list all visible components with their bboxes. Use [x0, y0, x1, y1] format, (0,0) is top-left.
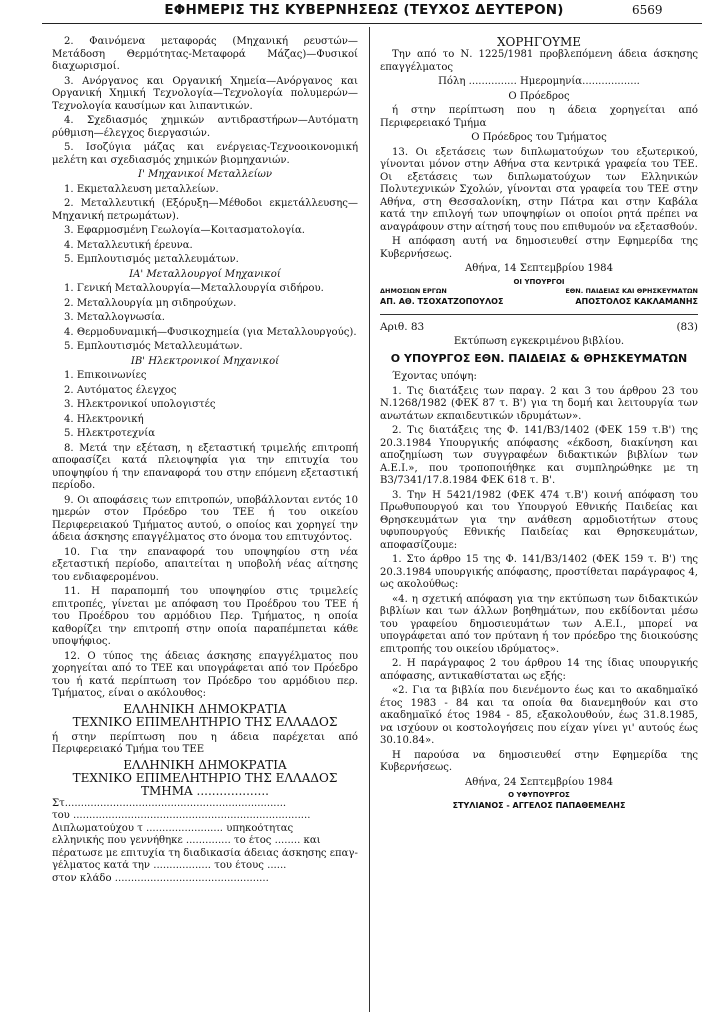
list-item: 4. Μεταλλευτική έρευνα. [64, 239, 193, 251]
article-1-quote: «4. η σχετική απόφαση για την εκτύπωση των διδακτικών βιβλίων και των άλλων βοηθημάτων, που εκδίδονται μέσω του γραφείου δημοσιευμάτων των Α.Ε.Ι., μπορεί να υπογράφεται από τον πρύτανη ή τον πρόεδρο της διοικούσης επιτροπής του οικείου ιδρύματος». [380, 593, 698, 655]
ministers-names [380, 296, 698, 307]
list-item: 5. Ηλεκτροτεχνία [64, 428, 156, 439]
list-item: 1. Γενική Μεταλλουργία—Μεταλλουργία σιδήρου. [64, 283, 324, 294]
minister-heading: Ο ΥΠΟΥΡΓΟΣ ΕΘΝ. ΠΑΙΔΕΙΑΣ & ΘΡΗΣΚΕΥΜΑΤΩΝ [390, 351, 688, 365]
form-heading-chamber-2: ΤΕΧΝΙΚΟ ΕΠΙΜΕΛΗΤΗΡΙΟ ΤΗΣ ΕΛΛΑΔΟΣ [72, 770, 338, 785]
page-header-title: ΕΦΗΜΕΡΙΣ ΤΗΣ ΚΥΒΕΡΝΗΣΕΩΣ (ΤΕΥΧΟΣ ΔΕΥΤΕΡΟΝ) [164, 2, 564, 18]
decision-subject: Εκτύπωση εγκεκριμένου βιβλίου. [453, 336, 625, 347]
list-item: 2. Μεταλλευτική (Εξόρυξη—Μέθοδοι εκμετάλλευσης—Μηχανική πετρωμάτων). [52, 198, 358, 222]
paragraph-8: 8. Μετά την εξέταση, η εξεταστική τριμελής επιτροπή αποφασίζει κατά πλειοψηφία για την επιτυχία του υποψηφίου ή την επαναφορά του στην επόμενη εξεταστική περίοδο. [52, 442, 358, 491]
permit-regional: ή στην περίπτωση που η άδεια χορηγείται από Περιφερειακό Τμήμα [380, 105, 698, 129]
header-rule [42, 23, 702, 24]
date-line: Αθήνα, 14 Σεπτεμβρίου 1984 [464, 263, 614, 274]
list-item: 1. Επικοινωνίες [64, 370, 147, 381]
form-line: πέρατωσε με επιτυχία τη διαδικασία άδειας άσκησης επαγ- [52, 847, 358, 859]
column-divider [369, 27, 370, 1012]
minister-title-left: ΔΗΜΟΣΙΩΝ ΕΡΓΩΝ [380, 286, 447, 295]
article-2-quote: «2. Για τα βιβλία που διενέμοντο έως και το ακαδημαϊκό έτος 1983 - 84 και τα οποία θα διανεμηθούν και στο ακαδημαϊκό έτος 1984 - 85, εξακολουθούν, έως 31.8.1985, να ισχύουν οι κοστολογήσεις που είχαν γίνει γι' αυτούς έως 30.10.84». [380, 685, 698, 746]
publication-order-2: Η παρούσα να δημοσιευθεί στην Εφημερίδα της Κυβερνήσεως. [380, 749, 698, 773]
list-item: 3. Εφαρμοσμένη Γεωλογία—Κοιτασματολογία. [64, 225, 305, 236]
considering-label: Έχοντας υπόψη: [392, 371, 477, 382]
list-item: 2. Αυτόματος έλεγχος [64, 384, 177, 396]
list-item: 5. Ισοζύγια μάζας και ενέργειας-Τεχνοοικονομική μελέτη και σχεδιασμός χημικών βιομηχανιών. [52, 142, 358, 166]
article-2: 2. Η παράγραφος 2 του άρθρου 14 της ίδιας υπουργικής απόφασης, αντικαθίσταται ως εξής: [380, 658, 698, 682]
form-line: Στ..................................................................... [52, 797, 287, 809]
list-item: 4. Ηλεκτρονική [64, 413, 144, 425]
list-item: 5. Εμπλουτισμός Μεταλλευμάτων. [64, 341, 243, 352]
form-heading-department: ΤΜΗΜΑ ................... [141, 783, 269, 798]
form-line: γέλματος κατά την .................. του έτους ...... [52, 860, 287, 871]
paragraph-11: 11. Η παραπομπή του υποψηφίου στις τριμελείς επιτροπές, γίνεται με απόφαση του Προέδρου του ΤΕΕ ή του Προέδρου του αρμόδιου Περ. Τμήματος, η οποία καθορίζει την επιτροπή στην οποία παραπέμπεται κάθε υποψήφιος. [52, 586, 358, 647]
section-divider [380, 314, 698, 315]
decision-number-row [380, 321, 698, 334]
list-item: 4. Θερμοδυναμική—Φυσικοχημεία (για Μεταλλουργούς). [64, 326, 357, 338]
form-heading-republic-2: ΕΛΛΗΝΙΚΗ ΔΗΜΟΚΡΑΤΙΑ [123, 757, 287, 772]
paragraph-12: 12. Ο τύπος της άδειας άσκησης επαγγέλματος που χορηγείται από το ΤΕΕ και υπογράφεται από τον Πρόεδρο του ή κατά περίπτωση τον Πρόεδρο του αρμόδιου περ. Τμήματος, είναι ο ακόλουθος: [52, 650, 358, 699]
grant-heading: ΧΟΡΗΓΟΥΜΕ [496, 35, 582, 49]
permit-city-date: Πόλη ............... Ημερομηνία.................. [438, 76, 640, 87]
clause-1: 1. Τις διατάξεις των παραγ. 2 και 3 του άρθρου 23 του Ν.1268/1982 (ΦΕΚ 87 τ. Β') για τη δομή και λειτουργία των ανωτάτων εκπαιδευτικών ιδρυμάτων». [380, 385, 698, 422]
list-item: 5. Εμπλουτισμός μεταλλευμάτων. [64, 254, 239, 265]
list-item: 3. Ανόργανος και Οργανική Χημεία—Ανόργανος και Οργανική Χημική Τεχνολογία—Τεχνολογία πολυμερών—Τεχνολογία καυσίμων και λιπαντικών. [52, 75, 358, 112]
list-item: 3. Ηλεκτρονικοί υπολογιστές [64, 399, 216, 410]
deputy-minister-name: ΣΤΥΛΙΑΝΟΣ - ΑΓΓΕΛΟΣ ΠΑΠΑΘΕΜΕΛΗΣ [452, 801, 626, 810]
form-line: ελληνικής που γεννήθηκε .............. το έτος ........ και [52, 835, 321, 846]
deputy-minister-label: Ο ΥΦΥΠΟΥΡΓΟΣ [508, 791, 570, 799]
section-heading-electronics: ΙΒ' Ηλεκτρονικοί Μηχανικοί [130, 355, 280, 367]
decision-number: Αριθ. 83 [380, 320, 425, 333]
article-1: 1. Στο άρθρο 15 της Φ. 141/Β3/1402 (ΦΕΚ 159 τ. Β') της 20.3.1984 υπουργικής απόφασης, προστίθεται παράγραφος 4, ως ακολούθως: [380, 554, 698, 590]
date-line-2: Αθήνα, 24 Σεπτεμβρίου 1984 [464, 776, 614, 788]
decision-number-paren: (83) [676, 320, 698, 333]
ministers-titles [380, 287, 698, 296]
section-heading-metallurgy: ΙΑ' Μεταλλουργοί Μηχανικοί [129, 268, 281, 280]
page-number: 6569 [632, 3, 663, 17]
form-line: του .......................................................................... [52, 810, 311, 821]
section-heading-mining: Ι' Μηχανικοί Μεταλλείων [138, 169, 272, 180]
form-line: Διπλωματούχου τ ........................ υπηκοότητας [52, 822, 294, 834]
publication-order: Η απόφαση αυτή να δημοσιευθεί στην Εφημερίδα της Κυβερνήσεως. [380, 236, 698, 260]
minister-name-left: ΑΠ. ΑΘ. ΤΣΟΧΑΤΖΟΠΟΥΛΟΣ [380, 296, 504, 306]
paragraph-9: 9. Οι αποφάσεις των επιτροπών, υποβάλλονται εντός 10 ημερών στον Πρόεδρο του ΤΕΕ ή του οικείου Περιφερειακού Τμήματος αυτού, ο οποίος και χορηγεί την άδεια άσκησης επαγγέλματος στο όνομα του επιτυχόντος. [52, 494, 358, 543]
paragraph-13: 13. Οι εξετάσεις των διπλωματούχων του εξωτερικού, γίνονται μόνον στην Αθήνα στα κεντρικά γραφεία του ΤΕΕ. Οι εξετάσεις των διπλωματούχων των Ελληνικών Πολυτεχνικών Σχολών, γίνονται στα γραφεία του ΤΕΕ στην Αθήνα, στη Θεσσαλονίκη, στην Πάτρα και στην Καβάλα κατά την επιλογή των υποψηφίων οι οποίοι ρητά πρέπει να αναγράφουν στην αίτησή τους που επιθυμούν να εξετασθούν. [380, 146, 698, 233]
president-label: Ο Πρόεδρος [508, 90, 570, 102]
list-item: 1. Εκμεταλλευση μεταλλείων. [64, 183, 219, 195]
left-column [52, 36, 358, 885]
list-item: 2. Φαινόμενα μεταφοράς (Μηχανική ρευστών—Μετάδοση Θερμότητας-Μεταφορά Μάζας)—Φυσικοί διαχωρισμοί. [52, 36, 358, 72]
paragraph-10: 10. Για την επαναφορά του υποψηφίου στη νέα εξεταστική περίοδο, απαιτείται η υποβολή νέας αίτησης του ενδιαφερομένου. [52, 546, 358, 583]
minister-title-right: ΕΘΝ. ΠΑΙΔΕΙΑΣ ΚΑΙ ΘΡΗΣΚΕΥΜΑΤΩΝ [565, 286, 698, 295]
list-item: 4. Σχεδιασμός χημικών αντιδραστήρων—Αυτόματη ρύθμιση—έλεγχος διεργασιών. [52, 115, 358, 139]
list-item: 3. Μεταλλογνωσία. [64, 312, 165, 323]
clause-3: 3. Την Η 5421/1982 (ΦΕΚ 474 τ.Β') κοινή απόφαση του Πρωθυπουργού και του Υπουργού Εθνικής Παιδείας και Θρησκευμάτων για την ανάθεση αρμοδιοτήτων στους υφυπουργούς Εθνικής Παιδείας και Θρησκευμάτων, αποφασίζουμε: [380, 489, 698, 551]
form-heading-chamber: ΤΕΧΝΙΚΟ ΕΠΙΜΕΛΗΤΗΡΙΟ ΤΗΣ ΕΛΛΑΔΟΣ [72, 714, 338, 729]
clause-2: 2. Τις διατάξεις της Φ. 141/Β3/1402 (ΦΕΚ 159 τ.Β') της 20.3.1984 Υπουργικής απόφασης «έκδοση, διακίνηση και αποζημίωση των συγγραφέων διδακτικών βιβλίων των Α.Ε.Ι.», που τροποποιήθηκε και συμπληρώθηκε με τη Β3/7341/17.8.1984 ΦΕΚ 618 τ. Β'. [380, 425, 698, 486]
form-note: ή στην περίπτωση που η άδεια παρέχεται από Περιφερειακό Τμήμα του ΤΕΕ [52, 731, 358, 755]
form-heading-republic: ΕΛΛΗΝΙΚΗ ΔΗΜΟΚΡΑΤΙΑ [123, 701, 287, 716]
right-column [380, 36, 698, 813]
list-item: 2. Μεταλλουργία μη σιδηρούχων. [64, 297, 237, 309]
minister-name-right: ΑΠΟΣΤΟΛΟΣ ΚΑΚΛΑΜΑΝΗΣ [575, 296, 698, 306]
permit-line: Την από το Ν. 1225/1981 προβλεπόμενη άδεια άσκησης επαγγέλματος [380, 49, 698, 73]
ministers-label: ΟΙ ΥΠΟΥΡΓΟΙ [513, 277, 565, 286]
form-line: στον κλάδο ................................................ [52, 872, 269, 884]
department-president-label: Ο Πρόεδρος του Τμήματος [471, 132, 607, 143]
